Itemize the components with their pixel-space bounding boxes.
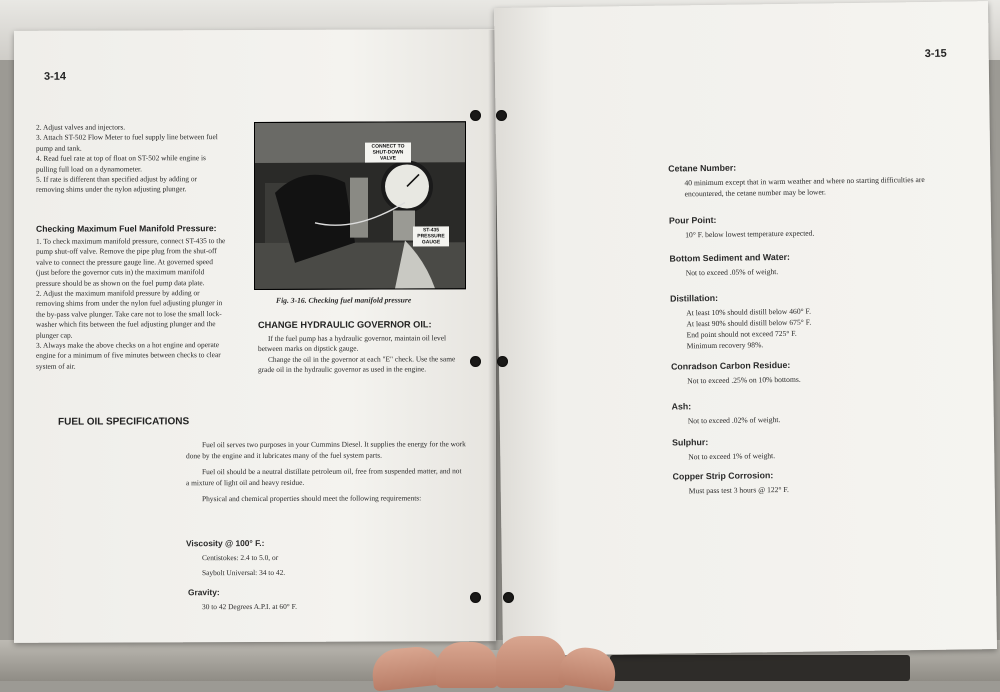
step-item: 4. Read fuel rate at top of float on ST-502 while engine is pulling full load on a dynamometer. xyxy=(36,153,206,174)
paragraph: Physical and chemical properties should meet the following requirements: xyxy=(202,493,422,504)
step-item: 2. Adjust valves and injectors. xyxy=(36,122,126,132)
punch-hole xyxy=(470,592,481,603)
copper-heading: Copper Strip Corrosion: xyxy=(672,470,774,482)
sediment-value: Not to exceed .05% of weight. xyxy=(685,267,779,278)
steps-list-a xyxy=(36,122,226,196)
finger xyxy=(496,636,566,688)
binder-edge xyxy=(610,655,910,681)
steps-list-b xyxy=(36,236,226,372)
sulphur-heading: Sulphur: xyxy=(672,437,709,448)
photo-label-connect: CONNECT TO SHUT-DOWN VALVE xyxy=(365,142,411,162)
ash-heading: Ash: xyxy=(671,401,692,412)
distillation-value: At least 90% should distill below 675° F. xyxy=(686,317,812,329)
right-page xyxy=(494,1,997,656)
punch-hole xyxy=(496,110,507,121)
pour-point-heading: Pour Point: xyxy=(668,214,717,226)
distillation-value: Minimum recovery 98%. xyxy=(686,340,764,351)
finger xyxy=(436,642,498,688)
pour-point-value: 10° F. below lowest temperature expected. xyxy=(685,228,815,240)
viscosity-value: Saybolt Universal: 34 to 42. xyxy=(202,567,286,578)
punch-hole xyxy=(470,356,481,367)
copper-value: Must pass test 3 hours @ 122° F. xyxy=(688,484,789,496)
gravity-heading: Gravity: xyxy=(188,587,220,598)
sulphur-value: Not to exceed 1% of weight. xyxy=(688,451,776,462)
ash-value: Not to exceed .02% of weight. xyxy=(687,415,781,426)
distillation-heading: Distillation: xyxy=(670,292,719,304)
left-page xyxy=(14,29,496,643)
step-item: 1. To check maximum manifold pressure, connect ST-435 to the pump shut-off valve. Remove the pipe plug from the shut-off valve to connect the pressure gauge line. At governed speed (just before the governor cuts in) the maximum manifold pressure should be as shown on the fuel pump data plate. xyxy=(36,236,226,288)
gravity-value: 30 to 42 Degrees A.P.I. at 60° F. xyxy=(202,601,297,612)
left-page-number: 3-14 xyxy=(44,70,67,83)
photo-label-gauge: ST-435 PRESSURE GAUGE xyxy=(413,226,449,246)
change-governor-oil-body xyxy=(258,333,464,375)
step-item: 5. If rate is different than specified adjust by adding or removing shims under the nylon adjusting plunger. xyxy=(36,174,197,195)
conradson-heading: Conradson Carbon Residue: xyxy=(670,359,791,372)
pressure-gauge-photo xyxy=(254,121,466,290)
subheading-manifold-pressure: Checking Maximum Fuel Manifold Pressure: xyxy=(36,223,217,234)
cetane-value: 40 minimum except that in warm weather and where no starting difficulties are encountered, the cetane number may be lower. xyxy=(684,175,925,199)
paragraph: Change the oil in the governor at each "E" check. Use the same grade oil in the hydraulic governor as used in the engine. xyxy=(258,354,456,375)
change-governor-oil-heading: CHANGE HYDRAULIC GOVERNOR OIL: xyxy=(258,319,432,330)
cetane-heading: Cetane Number: xyxy=(668,162,737,174)
punch-hole xyxy=(497,356,508,367)
distillation-value: End point should not exceed 725° F. xyxy=(686,328,797,340)
sediment-heading: Bottom Sediment and Water: xyxy=(669,251,790,264)
viscosity-value: Centistokes: 2.4 to 5.0, or xyxy=(202,552,279,563)
step-item: 3. Attach ST-502 Flow Meter to fuel supply line between fuel pump and tank. xyxy=(36,132,218,153)
paragraph: If the fuel pump has a hydraulic governor, maintain oil level between marks on dipstick gauge. xyxy=(258,333,447,354)
viscosity-heading: Viscosity @ 100° F.: xyxy=(186,537,265,549)
fuel-oil-intro xyxy=(186,439,466,511)
conradson-value: Not to exceed .25% on 10% bottoms. xyxy=(687,374,801,386)
right-page-number: 3-15 xyxy=(924,47,947,60)
paragraph: Fuel oil should be a neutral distillate petroleum oil, free from suspended matter, and not a mixture of light oil and heavy residue. xyxy=(186,466,462,488)
paragraph: Fuel oil serves two purposes in your Cummins Diesel. It supplies the energy for the work done by the engine and it lubricates many of the fuel system parts. xyxy=(186,439,466,460)
step-item: 2. Adjust the maximum manifold pressure by adding or removing shims from under the nylon fuel adjusting plunger in the by-pass valve plunger. Take care not to lose the small lock-washer which fits between the fuel adjusting plunger and the plunger cap. xyxy=(36,288,223,340)
fuel-oil-specifications-heading: FUEL OIL SPECIFICATIONS xyxy=(58,416,190,428)
punch-hole xyxy=(503,592,514,603)
step-item: 3. Always make the above checks on a hot engine and operate engine for a minimum of five minutes between checks to clear system of air. xyxy=(36,340,221,371)
distillation-value: At least 10% should distill below 460° F. xyxy=(686,306,812,318)
punch-hole xyxy=(470,110,481,121)
figure-caption: Fig. 3-16. Checking fuel manifold pressure xyxy=(276,295,412,305)
